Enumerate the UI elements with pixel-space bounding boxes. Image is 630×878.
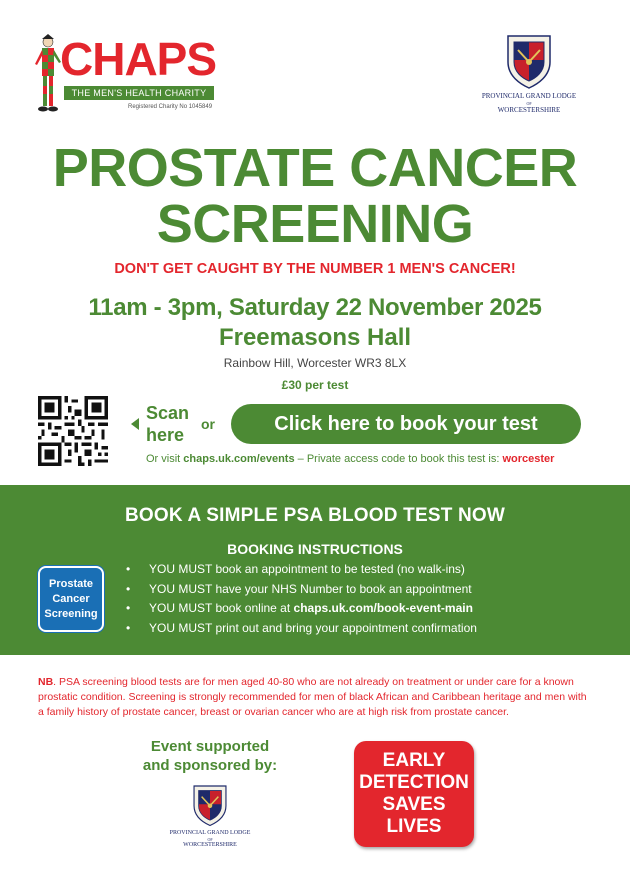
step-text: YOU MUST have your NHS Number to book an appointment bbox=[149, 581, 472, 596]
early-line-3: SAVES bbox=[382, 794, 446, 815]
list-item bbox=[126, 580, 477, 600]
lodge-name: PROVINCIAL GRAND LODGE bbox=[481, 92, 577, 100]
here-line: here bbox=[146, 425, 185, 445]
lodge-of: OF bbox=[207, 837, 213, 842]
event-address: Rainbow Hill, Worcester WR3 8LX bbox=[223, 356, 407, 370]
crest-icon bbox=[504, 32, 554, 90]
bullet: • bbox=[126, 581, 131, 596]
list-item bbox=[126, 599, 477, 619]
note-text: . PSA screening blood tests are for men aged 40-80 who are not already on treatment or under care for a known prostatic condition. Screening is strongly recommended for men of black African and Caribbean heritage and men with a family history of prostate cancer, breast or ovarian cancer who are at high risk from prostate cancer. bbox=[38, 676, 587, 718]
bullet: • bbox=[126, 601, 131, 615]
chaps-logo bbox=[34, 34, 224, 120]
qr-code-icon[interactable] bbox=[38, 396, 108, 466]
lodge-name: PROVINCIAL GRAND LODGE bbox=[169, 830, 251, 836]
or-label: or bbox=[201, 416, 215, 432]
event-venue: Freemasons Hall bbox=[218, 324, 412, 351]
page-subtitle: DON'T GET CAUGHT BY THE NUMBER 1 MEN'S CANCER! bbox=[114, 261, 516, 277]
title-line-1: PROSTATE CANCER bbox=[52, 138, 578, 198]
event-price: £30 per test bbox=[281, 378, 349, 392]
early-line-1: EARLY bbox=[382, 750, 446, 771]
booking-steps bbox=[126, 560, 477, 638]
prostate-screening-badge: Prostate Cancer Screening bbox=[38, 566, 104, 632]
early-line-2: DETECTION bbox=[359, 772, 469, 793]
sponsor-line-1: Event supported bbox=[150, 738, 270, 755]
arrow-left-icon bbox=[131, 418, 139, 430]
jester-icon bbox=[34, 34, 62, 118]
access-code: worcester bbox=[502, 453, 555, 465]
early-detection-badge bbox=[354, 741, 474, 847]
sponsor-heading bbox=[130, 737, 290, 775]
visit-middle: – Private access code to book this test is: bbox=[297, 453, 500, 465]
event-time: 11am - 3pm, Saturday 22 November 2025 bbox=[88, 294, 542, 321]
events-link[interactable]: chaps.uk.com/events bbox=[183, 453, 295, 465]
eligibility-note bbox=[38, 675, 594, 720]
lodge-county: WORCESTERSHIRE bbox=[183, 842, 237, 848]
book-event-link[interactable]: chaps.uk.com/book-event-main bbox=[293, 601, 473, 615]
title-line-2: SCREENING bbox=[156, 194, 474, 254]
step-text: YOU MUST print out and bring your appointment confirmation bbox=[149, 620, 477, 635]
sponsor-line-2: and sponsored by: bbox=[142, 757, 278, 774]
header bbox=[0, 0, 630, 130]
booking-instructions-heading: BOOKING INSTRUCTIONS bbox=[227, 541, 403, 557]
list-item bbox=[126, 619, 477, 639]
crest-icon bbox=[191, 782, 229, 828]
chaps-tagline: THE MEN'S HEALTH CHARITY bbox=[64, 86, 214, 100]
lodge-of: OF bbox=[526, 101, 532, 106]
lodge-logo bbox=[462, 32, 596, 122]
step-text: YOU MUST book online at bbox=[149, 601, 291, 615]
page-title bbox=[0, 140, 630, 252]
sponsor-lodge-logo bbox=[150, 782, 270, 849]
chaps-wordmark: CHAPS bbox=[60, 33, 217, 85]
book-test-button[interactable]: Click here to book your test bbox=[231, 404, 581, 444]
scan-here-label bbox=[146, 402, 196, 446]
lodge-county: WORCESTERSHIRE bbox=[497, 106, 561, 114]
visit-line bbox=[146, 453, 554, 465]
list-item bbox=[126, 560, 477, 580]
early-line-4: LIVES bbox=[386, 816, 442, 837]
visit-prefix: Or visit bbox=[146, 453, 181, 465]
band-title: BOOK A SIMPLE PSA BLOOD TEST NOW bbox=[124, 505, 506, 526]
note-label: NB bbox=[38, 676, 54, 688]
step-text: YOU MUST book an appointment to be tested (no walk-ins) bbox=[149, 562, 465, 576]
bullet: • bbox=[126, 620, 131, 635]
scan-line: Scan bbox=[146, 403, 190, 423]
bullet: • bbox=[126, 562, 131, 576]
charity-registration: Registered Charity No 1045849 bbox=[128, 104, 213, 110]
